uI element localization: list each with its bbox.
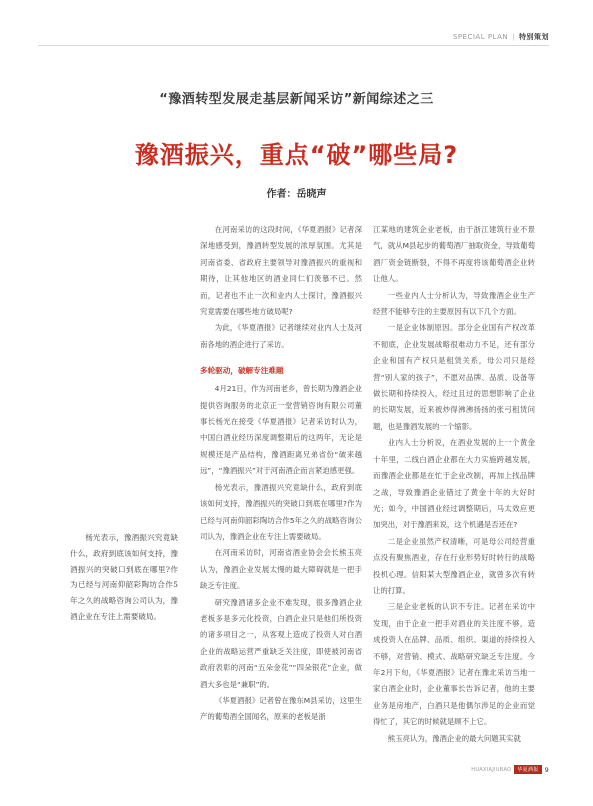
- paragraph: 在河南采访的这段时间，《华夏酒报》记者深深地感受到，豫酒转型发展的浓厚氛围。尤其是河南省委、省政府主要领导对豫酒振兴的重视和期待，让其他地区的酒业同仁们羡慕不已。然而，记者也不止一次和业内人士探讨，豫酒振兴究竟需要在哪些地方破局呢?: [200, 225, 362, 317]
- paragraph: 一些业内人士分析认为，导致豫酒企业生产经营不能够专注的主要原因有以下几个方面。: [373, 290, 535, 317]
- section-label-cn: 特别策划: [519, 33, 549, 41]
- paragraph: 二是企业虽然产权清晰，可是母公司经营重点没有聚焦酒业，存在行业形势好时转行的战略投机心理。信阳某大型豫酒企业，就曾多次有转让的打算。: [373, 536, 535, 595]
- paragraph-continued: 江某地的建筑企业老板，由于浙江建筑行业不景气，就从M县起步的葡萄酒厂抽取资金，导致葡萄酒厂资金链断裂，不得不再度将该葡萄酒企业转让他人。: [373, 225, 535, 284]
- article-column-1: [200, 222, 362, 726]
- paragraph: 为此，《华夏酒报》记者继续对业内人士及河南各地的酒企进行了采访。: [200, 323, 362, 349]
- paragraph: 杨光表示，豫酒振兴究竟缺什么，政府到底该如何支持，豫酒振兴的突破口到底在哪里?作为已经与河南仰韶彩陶坊合作5年之久的战略咨询公司认为，豫酒企业在专注上需要破局。: [200, 482, 362, 541]
- pull-quote: 杨光表示，豫酒振兴究竟缺什么，政府到底该如何支持，豫酒振兴的突破口到底在哪里?作为已经与河南仰韶彩陶坊合作5年之久的战略咨询公司认为，豫酒企业在专注上需要破局。: [70, 533, 178, 621]
- header-divider: [38, 45, 549, 46]
- paragraph: 在河南采访时，河南省酒业协会会长熊玉亮认为，豫酒企业发展太慢的最大障碍就是一把手缺乏专注度。: [200, 548, 362, 591]
- paragraph: 业内人士分析说，在酒业发展的上一个黄金十年里，二线白酒企业都在大力实施跨越发展，而豫酒企业都是在忙于企业改制，再加上找品牌之战，导致豫酒企业错过了黄金十年的大好时光；如今，中国酒业经过调整期后，马太效应更加突出，对于豫酒来说，这个机遇是否还在?: [373, 438, 535, 530]
- footer-magazine-badge: 华夏酒报: [514, 765, 541, 774]
- section-separator: |: [512, 33, 515, 41]
- section-heading: 多轮驱动，破解专注难题: [200, 366, 284, 376]
- paragraph: 三是企业老板的认识不专注。记者在采访中发现，由于企业一把手对酒业的关注度不够，造成投资人在品牌、品质、组织、渠道的持续投入不够，对营销、模式、战略研究缺乏专注度。今年2月下旬，《华夏酒报》记者在豫北采访当地一家白酒企业时，企业董事长告诉记者，他的主要业务是房地产，白酒只是他偶尔涉足的企业而觉得忙了，其它的时候就是顾不上它。: [373, 602, 535, 727]
- footer-pinyin: HUAXIAJIUBAO: [471, 766, 512, 773]
- series-subtitle: “豫酒转型发展走基层新闻采访”新闻综述之三: [159, 92, 434, 107]
- byline: 作者：岳晓声: [266, 189, 327, 200]
- paragraph: 一是企业体制原因。部分企业国有产权改革不彻底，企业发展战略很难动力不足，还有部分企业和国有产权只是租赁关系，母公司只是经营“别人家的孩子”，不愿对品牌、品质、设备等做长期和持续投入，经过且过的思想影响了企业的长期发展，近来被炒得沸沸扬扬的张弓租赁问题，也是豫酒发展的一个缩影。: [373, 323, 535, 431]
- paragraph: 熊玉亮认为，豫酒企业的最大问题其实就: [387, 733, 521, 743]
- page-number: 9: [544, 765, 549, 774]
- paragraph: 4月21日，作为河南老乡，曾长期为豫酒企业提供咨询服务的北京正一堂营销咨询有限公司董事长杨光在接受《华夏酒报》记者采访时认为，中国白酒业经历深度调整期后的这两年，无论是规模还是产品结构，豫酒距离兄弟省份“破来越远”，“豫酒振兴”对于河南酒企而言紧迫感更强。: [200, 384, 362, 476]
- article-title: 豫酒振兴，重点“破”哪些局?: [134, 141, 459, 169]
- paragraph: 研究豫酒诸多企业不难发现，很多豫酒企业老板多是多元化投资，白酒企业只是他们所投资的诸多项目之一，从客观上造成了投资人对白酒企业的战略运营严重缺乏关注度，即使被河南省政府表彰的河南“五朵金花”“四朵银花”企业，做酒大多也是“兼职”的。: [200, 597, 362, 689]
- article-column-2: [373, 222, 535, 747]
- section-header: [453, 30, 549, 44]
- page-footer: [471, 765, 549, 774]
- section-label-en: SPECIAL PLAN: [452, 33, 509, 41]
- paragraph: 《华夏酒报》记者曾在豫东M县采访，这里生产的葡萄酒全国闻名，原来的老板是浙: [200, 695, 362, 722]
